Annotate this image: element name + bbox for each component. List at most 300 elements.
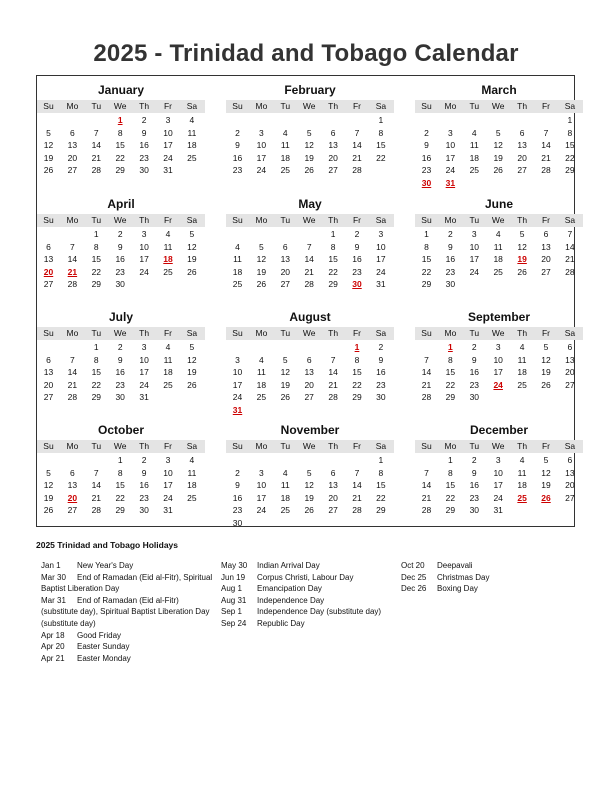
day-cell: 15 <box>445 367 456 377</box>
day-cell: 12 <box>493 140 503 150</box>
day-cell: 20 <box>67 152 78 163</box>
day-cell: 27 <box>517 165 527 175</box>
day-cell: 13 <box>304 367 314 377</box>
day-cell: 21 <box>91 492 102 503</box>
day-cell: 30 <box>139 505 149 515</box>
day-cell: 1 <box>378 455 384 465</box>
day-cell: 31 <box>376 279 386 289</box>
holiday-name: Easter Monday <box>77 653 131 663</box>
month-name: November <box>280 423 340 437</box>
day-cell: 18 <box>232 266 243 277</box>
day-cell: 8 <box>330 241 336 252</box>
weekday-label: We <box>491 328 505 338</box>
holiday-day: 19 <box>517 254 527 264</box>
weekday-label: Mo <box>66 441 79 451</box>
day-cell: 5 <box>189 229 195 239</box>
weekday-label: We <box>113 441 127 451</box>
day-cell: 16 <box>469 367 480 377</box>
day-cell: 7 <box>330 354 336 365</box>
day-cell: 27 <box>67 505 78 515</box>
holiday-list-column-3 <box>401 560 571 595</box>
holiday-day: 25 <box>517 492 527 503</box>
day-cell: 14 <box>304 254 314 264</box>
holiday-date: Mar 30 <box>41 572 66 582</box>
day-cell: 26 <box>256 279 267 289</box>
day-cell: 28 <box>91 505 102 515</box>
holiday-day: 31 <box>445 177 456 188</box>
day-cell: 2 <box>354 229 360 239</box>
day-cell: 1 <box>567 115 573 125</box>
day-cell: 8 <box>424 241 429 252</box>
holiday-list-column-2 <box>221 560 396 630</box>
day-cell: 29 <box>115 165 125 175</box>
day-cell: 27 <box>565 492 575 503</box>
day-cell: 2 <box>424 127 429 138</box>
day-cell: 14 <box>352 140 362 150</box>
holiday-date: Aug 31 <box>221 595 247 605</box>
month-august <box>226 303 394 415</box>
day-cell: 21 <box>67 379 78 390</box>
day-cell: 22 <box>565 152 575 163</box>
weekday-header <box>415 214 583 227</box>
day-cell: 18 <box>280 492 291 503</box>
day-cell: 4 <box>165 342 171 352</box>
day-cell: 15 <box>328 254 338 264</box>
day-cell: 15 <box>421 254 432 264</box>
day-cell: 19 <box>43 492 54 503</box>
month-december <box>415 416 583 528</box>
holiday-name: Indian Arrival Day <box>257 561 320 570</box>
day-cell: 7 <box>306 241 312 252</box>
holiday-date: Aug 1 <box>221 584 242 594</box>
weekday-label: Fr <box>163 101 173 111</box>
day-cell: 21 <box>352 492 362 503</box>
holiday-entry <box>41 630 216 642</box>
day-cell: 16 <box>232 152 243 163</box>
weekday-header <box>415 100 583 113</box>
holiday-day: 1 <box>354 342 360 352</box>
weekday-label: Th <box>139 101 150 111</box>
month-june <box>415 190 583 302</box>
weekday-label: Th <box>517 328 528 338</box>
holiday-name: End of Ramadan (Eid al-Fitr) (substitute day), Spiritual Baptist Liberation Day (substitute day) <box>41 595 210 628</box>
month-name: October <box>97 423 144 437</box>
day-cell: 29 <box>328 279 338 289</box>
day-cell: 5 <box>189 342 195 352</box>
day-cell: 6 <box>519 127 525 138</box>
day-cell: 23 <box>115 266 125 277</box>
day-cell: 17 <box>139 254 149 264</box>
day-cell: 28 <box>541 165 551 175</box>
day-cell: 5 <box>543 455 549 465</box>
weekday-label: Su <box>421 215 432 225</box>
weekday-label: Fr <box>163 441 173 451</box>
holiday-name: End of Ramadan (Eid al-Fitr), Spiritual Baptist Liberation Day <box>41 572 213 594</box>
day-cell: 20 <box>304 379 314 390</box>
day-cell: 15 <box>376 480 386 490</box>
day-cell: 31 <box>493 505 503 515</box>
day-cell: 18 <box>187 140 197 150</box>
weekday-label: Fr <box>163 328 173 338</box>
weekday-label: We <box>113 215 127 225</box>
day-cell: 2 <box>378 342 384 352</box>
weekday-label: Sa <box>186 215 198 225</box>
holiday-name: Christmas Day <box>437 572 490 582</box>
day-cell: 28 <box>91 165 102 175</box>
day-cell: 3 <box>495 455 501 465</box>
day-cell: 17 <box>163 140 173 150</box>
day-cell: 9 <box>424 140 429 150</box>
day-cell: 16 <box>421 152 432 163</box>
holidays-heading: 2025 Trinidad and Tobago Holidays <box>36 540 179 550</box>
day-cell: 1 <box>448 455 453 465</box>
day-cell: 11 <box>493 241 503 252</box>
day-cell: 29 <box>115 505 125 515</box>
day-cell: 6 <box>46 241 51 252</box>
day-cell: 4 <box>235 241 240 252</box>
holiday-date: Jan 1 <box>41 561 61 570</box>
day-cell: 28 <box>67 279 78 289</box>
day-cell: 9 <box>235 140 240 150</box>
weekday-label: Su <box>232 441 243 451</box>
day-cell: 21 <box>352 152 362 163</box>
day-cell: 17 <box>256 492 267 503</box>
day-cell: 30 <box>232 517 243 528</box>
day-cell: 12 <box>280 367 291 377</box>
holiday-name: New Year's Day <box>77 561 134 570</box>
day-cell: 13 <box>541 241 551 252</box>
day-cell: 8 <box>93 354 99 365</box>
day-cell: 4 <box>471 127 477 138</box>
day-cell: 17 <box>493 480 503 490</box>
day-cell: 22 <box>352 379 362 390</box>
day-cell: 19 <box>541 367 551 377</box>
day-cell: 24 <box>256 165 267 175</box>
holiday-date: Apr 18 <box>41 630 65 640</box>
month-name: December <box>469 423 529 437</box>
weekday-label: Tu <box>280 215 291 225</box>
month-name: June <box>484 197 513 211</box>
day-cell: 25 <box>163 379 173 390</box>
day-cell: 3 <box>495 342 501 352</box>
day-cell: 16 <box>376 367 386 377</box>
day-cell: 11 <box>187 467 197 478</box>
holiday-date: Apr 20 <box>41 642 65 652</box>
day-cell: 30 <box>376 392 386 402</box>
day-cell: 22 <box>91 266 102 277</box>
holiday-entry <box>401 572 571 584</box>
weekday-label: Su <box>43 101 54 111</box>
day-cell: 21 <box>421 379 432 390</box>
day-cell: 11 <box>280 140 290 150</box>
weekday-header <box>37 327 205 340</box>
day-cell: 1 <box>93 229 99 239</box>
month-name: July <box>108 310 133 324</box>
page-title: 2025 - Trinidad and Tobago Calendar <box>93 40 519 67</box>
holiday-entry <box>41 641 216 653</box>
day-cell: 22 <box>376 492 386 503</box>
day-cell: 27 <box>280 279 291 289</box>
holiday-entry <box>41 572 216 595</box>
day-cell: 19 <box>493 152 503 163</box>
day-cell: 7 <box>93 467 99 478</box>
day-cell: 26 <box>493 165 503 175</box>
day-cell: 5 <box>306 467 312 478</box>
day-cell: 17 <box>469 254 480 264</box>
day-cell: 25 <box>187 492 197 503</box>
weekday-label: Mo <box>255 215 268 225</box>
weekday-label: Su <box>232 101 243 111</box>
day-cell: 1 <box>93 342 99 352</box>
day-cell: 17 <box>376 254 386 264</box>
day-cell: 24 <box>232 392 243 402</box>
day-cell: 3 <box>259 467 264 478</box>
day-cell: 11 <box>163 241 173 252</box>
day-cell: 30 <box>115 392 125 402</box>
day-cell: 3 <box>141 229 147 239</box>
day-cell: 6 <box>330 127 336 138</box>
weekday-label: Sa <box>375 215 387 225</box>
day-cell: 14 <box>328 367 338 377</box>
weekday-label: Fr <box>352 328 362 338</box>
day-cell: 23 <box>139 152 149 163</box>
day-cell: 7 <box>567 229 573 239</box>
day-cell: 16 <box>139 480 149 490</box>
day-cell: 3 <box>448 127 453 138</box>
day-cell: 18 <box>517 480 527 490</box>
holiday-date: Dec 25 <box>401 572 427 582</box>
month-july <box>37 303 205 415</box>
day-cell: 24 <box>139 266 149 277</box>
holiday-day: 30 <box>421 177 432 188</box>
holiday-day: 26 <box>541 492 551 503</box>
holiday-day: 1 <box>448 342 453 352</box>
day-cell: 5 <box>46 467 51 478</box>
day-cell: 26 <box>43 505 54 515</box>
weekday-label: Su <box>43 441 54 451</box>
day-cell: 13 <box>565 354 575 365</box>
day-cell: 10 <box>493 467 503 478</box>
day-cell: 11 <box>233 254 242 264</box>
day-cell: 26 <box>187 379 197 390</box>
month-november <box>226 416 394 528</box>
day-cell: 8 <box>117 467 123 478</box>
day-cell: 13 <box>280 254 291 264</box>
day-cell: 18 <box>517 367 527 377</box>
weekday-label: Mo <box>255 328 268 338</box>
day-cell: 3 <box>471 229 477 239</box>
day-cell: 16 <box>232 492 243 503</box>
weekday-label: Th <box>517 215 528 225</box>
day-cell: 16 <box>352 254 362 264</box>
day-cell: 28 <box>565 266 575 277</box>
day-cell: 11 <box>163 354 173 365</box>
weekday-label: Tu <box>469 215 480 225</box>
day-cell: 9 <box>354 241 360 252</box>
day-cell: 10 <box>163 467 173 478</box>
day-cell: 13 <box>43 367 54 377</box>
month-september <box>415 303 583 415</box>
weekday-label: Tu <box>91 215 102 225</box>
holiday-day: 20 <box>67 492 78 503</box>
holiday-entry <box>221 583 396 595</box>
day-cell: 3 <box>165 115 171 125</box>
day-cell: 25 <box>163 266 173 277</box>
weekday-label: We <box>113 328 127 338</box>
day-cell: 15 <box>565 140 575 150</box>
day-cell: 8 <box>448 354 453 365</box>
day-cell: 6 <box>46 354 51 365</box>
day-cell: 30 <box>115 279 125 289</box>
day-cell: 29 <box>376 505 386 515</box>
weekday-label: Tu <box>469 328 480 338</box>
weekday-label: We <box>491 215 505 225</box>
weekday-label: Su <box>421 101 432 111</box>
day-cell: 2 <box>471 455 477 465</box>
day-cell: 21 <box>421 492 432 503</box>
month-name: April <box>107 197 135 211</box>
weekday-label: Th <box>139 441 150 451</box>
day-cell: 5 <box>282 354 288 365</box>
weekday-label: Tu <box>280 328 291 338</box>
day-cell: 27 <box>67 165 78 175</box>
day-cell: 12 <box>187 241 197 252</box>
day-cell: 5 <box>306 127 312 138</box>
day-cell: 7 <box>424 467 429 478</box>
day-cell: 21 <box>565 254 575 264</box>
weekday-label: Th <box>139 328 150 338</box>
day-cell: 12 <box>517 241 527 252</box>
weekday-label: We <box>302 328 316 338</box>
day-cell: 8 <box>354 354 360 365</box>
day-cell: 11 <box>469 140 479 150</box>
holiday-entry <box>221 560 396 572</box>
day-cell: 12 <box>304 480 314 490</box>
day-cell: 14 <box>352 480 362 490</box>
day-cell: 23 <box>376 379 386 390</box>
day-cell: 3 <box>378 229 384 239</box>
day-cell: 14 <box>67 367 78 377</box>
day-cell: 28 <box>352 165 362 175</box>
day-cell: 20 <box>280 266 291 277</box>
weekday-label: Mo <box>66 101 79 111</box>
day-cell: 3 <box>141 342 147 352</box>
day-cell: 1 <box>117 455 123 465</box>
day-cell: 19 <box>256 266 267 277</box>
month-march <box>415 76 583 188</box>
day-cell: 1 <box>424 229 429 239</box>
month-february <box>226 76 394 188</box>
month-january <box>37 76 205 188</box>
day-cell: 25 <box>256 392 267 402</box>
calendar-grid <box>36 75 575 527</box>
day-cell: 14 <box>67 254 78 264</box>
day-cell: 7 <box>70 354 75 365</box>
holiday-name: Deepavali <box>437 561 473 570</box>
day-cell: 24 <box>493 492 503 503</box>
day-cell: 15 <box>115 140 125 150</box>
day-cell: 1 <box>330 229 336 239</box>
day-cell: 12 <box>541 354 551 365</box>
weekday-label: Th <box>328 328 339 338</box>
month-may <box>226 190 394 302</box>
day-cell: 29 <box>445 505 456 515</box>
weekday-label: Mo <box>444 441 457 451</box>
day-cell: 4 <box>282 467 288 478</box>
weekday-label: Sa <box>186 441 198 451</box>
weekday-label: Th <box>517 101 528 111</box>
day-cell: 15 <box>91 254 102 264</box>
day-cell: 8 <box>117 127 123 138</box>
day-cell: 10 <box>445 140 456 150</box>
day-cell: 2 <box>235 467 240 478</box>
weekday-label: Tu <box>91 101 102 111</box>
weekday-label: Tu <box>280 441 291 451</box>
day-cell: 11 <box>280 480 290 490</box>
day-cell: 14 <box>421 367 432 377</box>
day-cell: 20 <box>565 480 575 490</box>
day-cell: 21 <box>304 266 314 277</box>
month-name: August <box>289 310 331 324</box>
holiday-name: Emancipation Day <box>257 584 322 594</box>
day-cell: 22 <box>445 379 456 390</box>
day-cell: 17 <box>232 379 243 390</box>
month-name: February <box>284 83 336 97</box>
day-cell: 4 <box>259 354 264 365</box>
day-cell: 22 <box>91 379 102 390</box>
weekday-label: Th <box>328 101 339 111</box>
day-cell: 20 <box>43 379 54 390</box>
weekday-label: Tu <box>469 441 480 451</box>
holiday-date: Dec 26 <box>401 584 427 594</box>
weekday-label: Su <box>43 215 54 225</box>
holiday-date: Mar 31 <box>41 595 66 605</box>
day-cell: 6 <box>330 467 336 478</box>
day-cell: 19 <box>187 254 197 264</box>
day-cell: 30 <box>139 165 149 175</box>
day-cell: 8 <box>378 467 384 478</box>
day-cell: 24 <box>163 492 173 503</box>
day-cell: 4 <box>282 127 288 138</box>
weekday-header <box>37 100 205 113</box>
day-cell: 13 <box>43 254 54 264</box>
day-cell: 7 <box>543 127 549 138</box>
day-cell: 27 <box>328 165 338 175</box>
day-cell: 26 <box>187 266 197 277</box>
weekday-label: Fr <box>352 101 362 111</box>
holiday-entry <box>221 618 396 630</box>
day-cell: 17 <box>445 152 456 163</box>
day-cell: 2 <box>235 127 240 138</box>
day-cell: 19 <box>280 379 291 390</box>
weekday-label: Mo <box>444 328 457 338</box>
day-cell: 13 <box>67 480 78 490</box>
day-cell: 25 <box>280 505 291 515</box>
weekday-label: We <box>302 101 316 111</box>
weekday-label: Sa <box>375 328 387 338</box>
day-cell: 25 <box>493 266 503 277</box>
weekday-header <box>226 214 394 227</box>
day-cell: 4 <box>495 229 501 239</box>
day-cell: 9 <box>378 354 384 365</box>
holiday-name: Boxing Day <box>437 584 478 594</box>
day-cell: 11 <box>517 354 527 365</box>
day-cell: 10 <box>376 241 386 252</box>
weekday-label: Su <box>232 328 243 338</box>
weekday-label: Su <box>43 328 54 338</box>
day-cell: 2 <box>117 229 123 239</box>
day-cell: 16 <box>115 254 125 264</box>
